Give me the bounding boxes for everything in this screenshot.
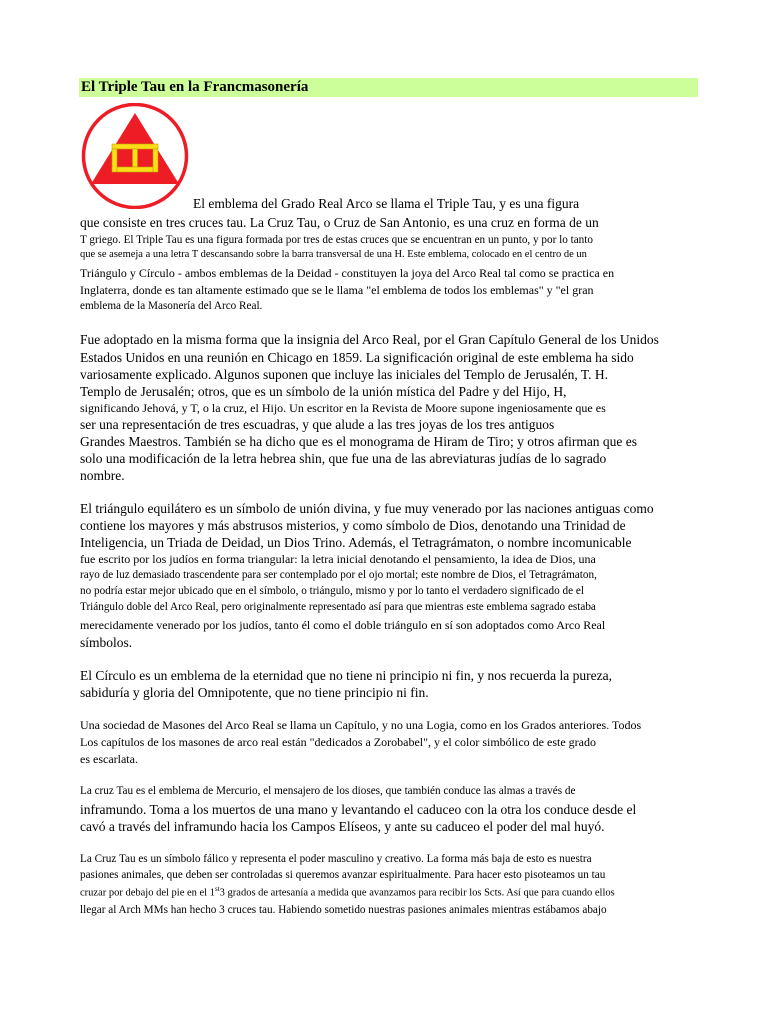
text-line: El Círculo es un emblema de la eternidad que no tiene ni principio ni fin, y nos recuerda la pureza, [80,668,612,683]
text-line: variosamente explicado. Algunos suponen que incluye las iniciales del Templo de Jerusalén, T. H. [80,367,609,382]
text-line [80,886,615,899]
text-line: Fue adoptado en la misma forma que la insignia del Arco Real, por el Gran Capítulo General de los Unidos [80,332,659,347]
text-line: Una sociedad de Masones del Arco Real se llama un Capítulo, y no una Logia, como en los Grados anteriores. Todos [80,718,642,732]
text-line: sabiduría y gloria del Omnipotente, que no tiene principio ni fin. [80,685,429,700]
text-line: cavó a través del inframundo hacia los Campos Elíseos, y ante su caduceo el poder del mal huyó. [80,819,605,834]
text-line: no podría estar mejor ubicado que en el símbolo, o triángulo, mismo y por lo tanto el verdadero significado de el [80,585,584,597]
text-line: Inglaterra, donde es tan altamente estimado que se le llama "el emblema de todos los emblemas" y "el gran [80,283,594,297]
text-line: nombre. [80,468,125,483]
text-line: merecidamente venerado por los judíos, tanto él como el doble triángulo en sí son adoptados como Arco Real [80,618,606,632]
text-line-part: cruzar por debajo del pie en el 1 [80,887,215,899]
page-title: El Triple Tau en la Francmasonería [79,78,698,97]
text-line: El triángulo equilátero es un símbolo de unión divina, y fue muy venerado por las naciones antiguas como [80,501,654,516]
text-line: solo una modificación de la letra hebrea shin, que fue una de las abreviaturas judías de lo sagrado [80,451,607,466]
text-line: La Cruz Tau es un símbolo fálico y representa el poder masculino y creativo. La forma más baja de esto es nuestra [80,853,592,865]
ordinal-superscript: st [214,885,220,893]
text-line: Triángulo doble del Arco Real, pero originalmente representado así para que mientras este emblema sagrado estaba [80,601,596,613]
text-line: La cruz Tau es el emblema de Mercurio, el mensajero de los dioses, que también conduce las almas a través de [80,785,576,797]
text-line: Triángulo y Círculo - ambos emblemas de la Deidad - constituyen la joya del Arco Real tal como se practica en [80,266,615,280]
text-line: llegar al Arch MMs han hecho 3 cruces tau. Habiendo sometido nuestras pasiones animales mientras estábamos abajo [80,904,607,916]
text-line: ser una representación de tres escuadras, y que alude a las tres joyas de los tres antiguos [80,417,555,432]
text-line: El emblema del Grado Real Arco se llama el Triple Tau, y es una figura [193,196,580,211]
text-line: Estados Unidos en una reunión en Chicago en 1859. La significación original de este emblema ha sido [80,350,634,365]
text-line: contiene los mayores y más abstrusos misterios, y como símbolo de Dios, denotando una Trinidad de [80,518,626,533]
text-line: Templo de Jerusalén; otros, que es un símbolo de la unión mística del Padre y del Hijo, H, [80,384,567,399]
text-line: es escarlata. [80,752,138,766]
text-line-part: 3 grados de artesanía a medida que avanzamos para recibir los Scts. Así que para cuando ellos [219,887,615,899]
text-line: rayo de luz demasiado trascendente para ser contemplado por el ojo mortal; este nombre de Dios, el Tetragrámaton, [80,569,597,581]
text-line: emblema de la Masonería del Arco Real. [80,300,263,312]
text-line: significando Jehová, y T, o la cruz, el Hijo. Un escritor en la Revista de Moore supone ingeniosamente que es [80,401,606,415]
text-line: que se asemeja a una letra T descansando sobre la barra transversal de una H. Este emblema, colocado en el centro de un [80,249,587,260]
triple-tau-emblem-icon [80,103,190,209]
text-line: que consiste en tres cruces tau. La Cruz Tau, o Cruz de San Antonio, es una cruz en forma de un [80,215,599,230]
text-line: inframundo. Toma a los muertos de una mano y levantando el caduceo con la otra los conduce desde el [80,802,637,817]
text-line: fue escrito por los judíos en forma triangular: la letra inicial denotando el pensamiento, la idea de Dios, una [80,552,596,566]
text-line: Los capítulos de los masones de arco real están "dedicados a Zorobabel", y el color simbólico de este grado [80,735,596,749]
text-line: pasiones animales, que deben ser controladas si queremos avanzar espiritualmente. Para hacer esto pisoteamos un tau [80,869,606,881]
text-line: Inteligencia, un Triada de Deidad, un Dios Trino. Además, el Tetragrámaton, o nombre incomunicable [80,535,632,550]
text-line: símbolos. [80,635,133,650]
text-line: Grandes Maestros. También se ha dicho que es el monograma de Hiram de Tiro; y otros afirman que es [80,434,638,449]
text-line: T griego. El Triple Tau es una figura formada por tres de estas cruces que se encuentran en un punto, y por lo tanto [80,234,593,246]
